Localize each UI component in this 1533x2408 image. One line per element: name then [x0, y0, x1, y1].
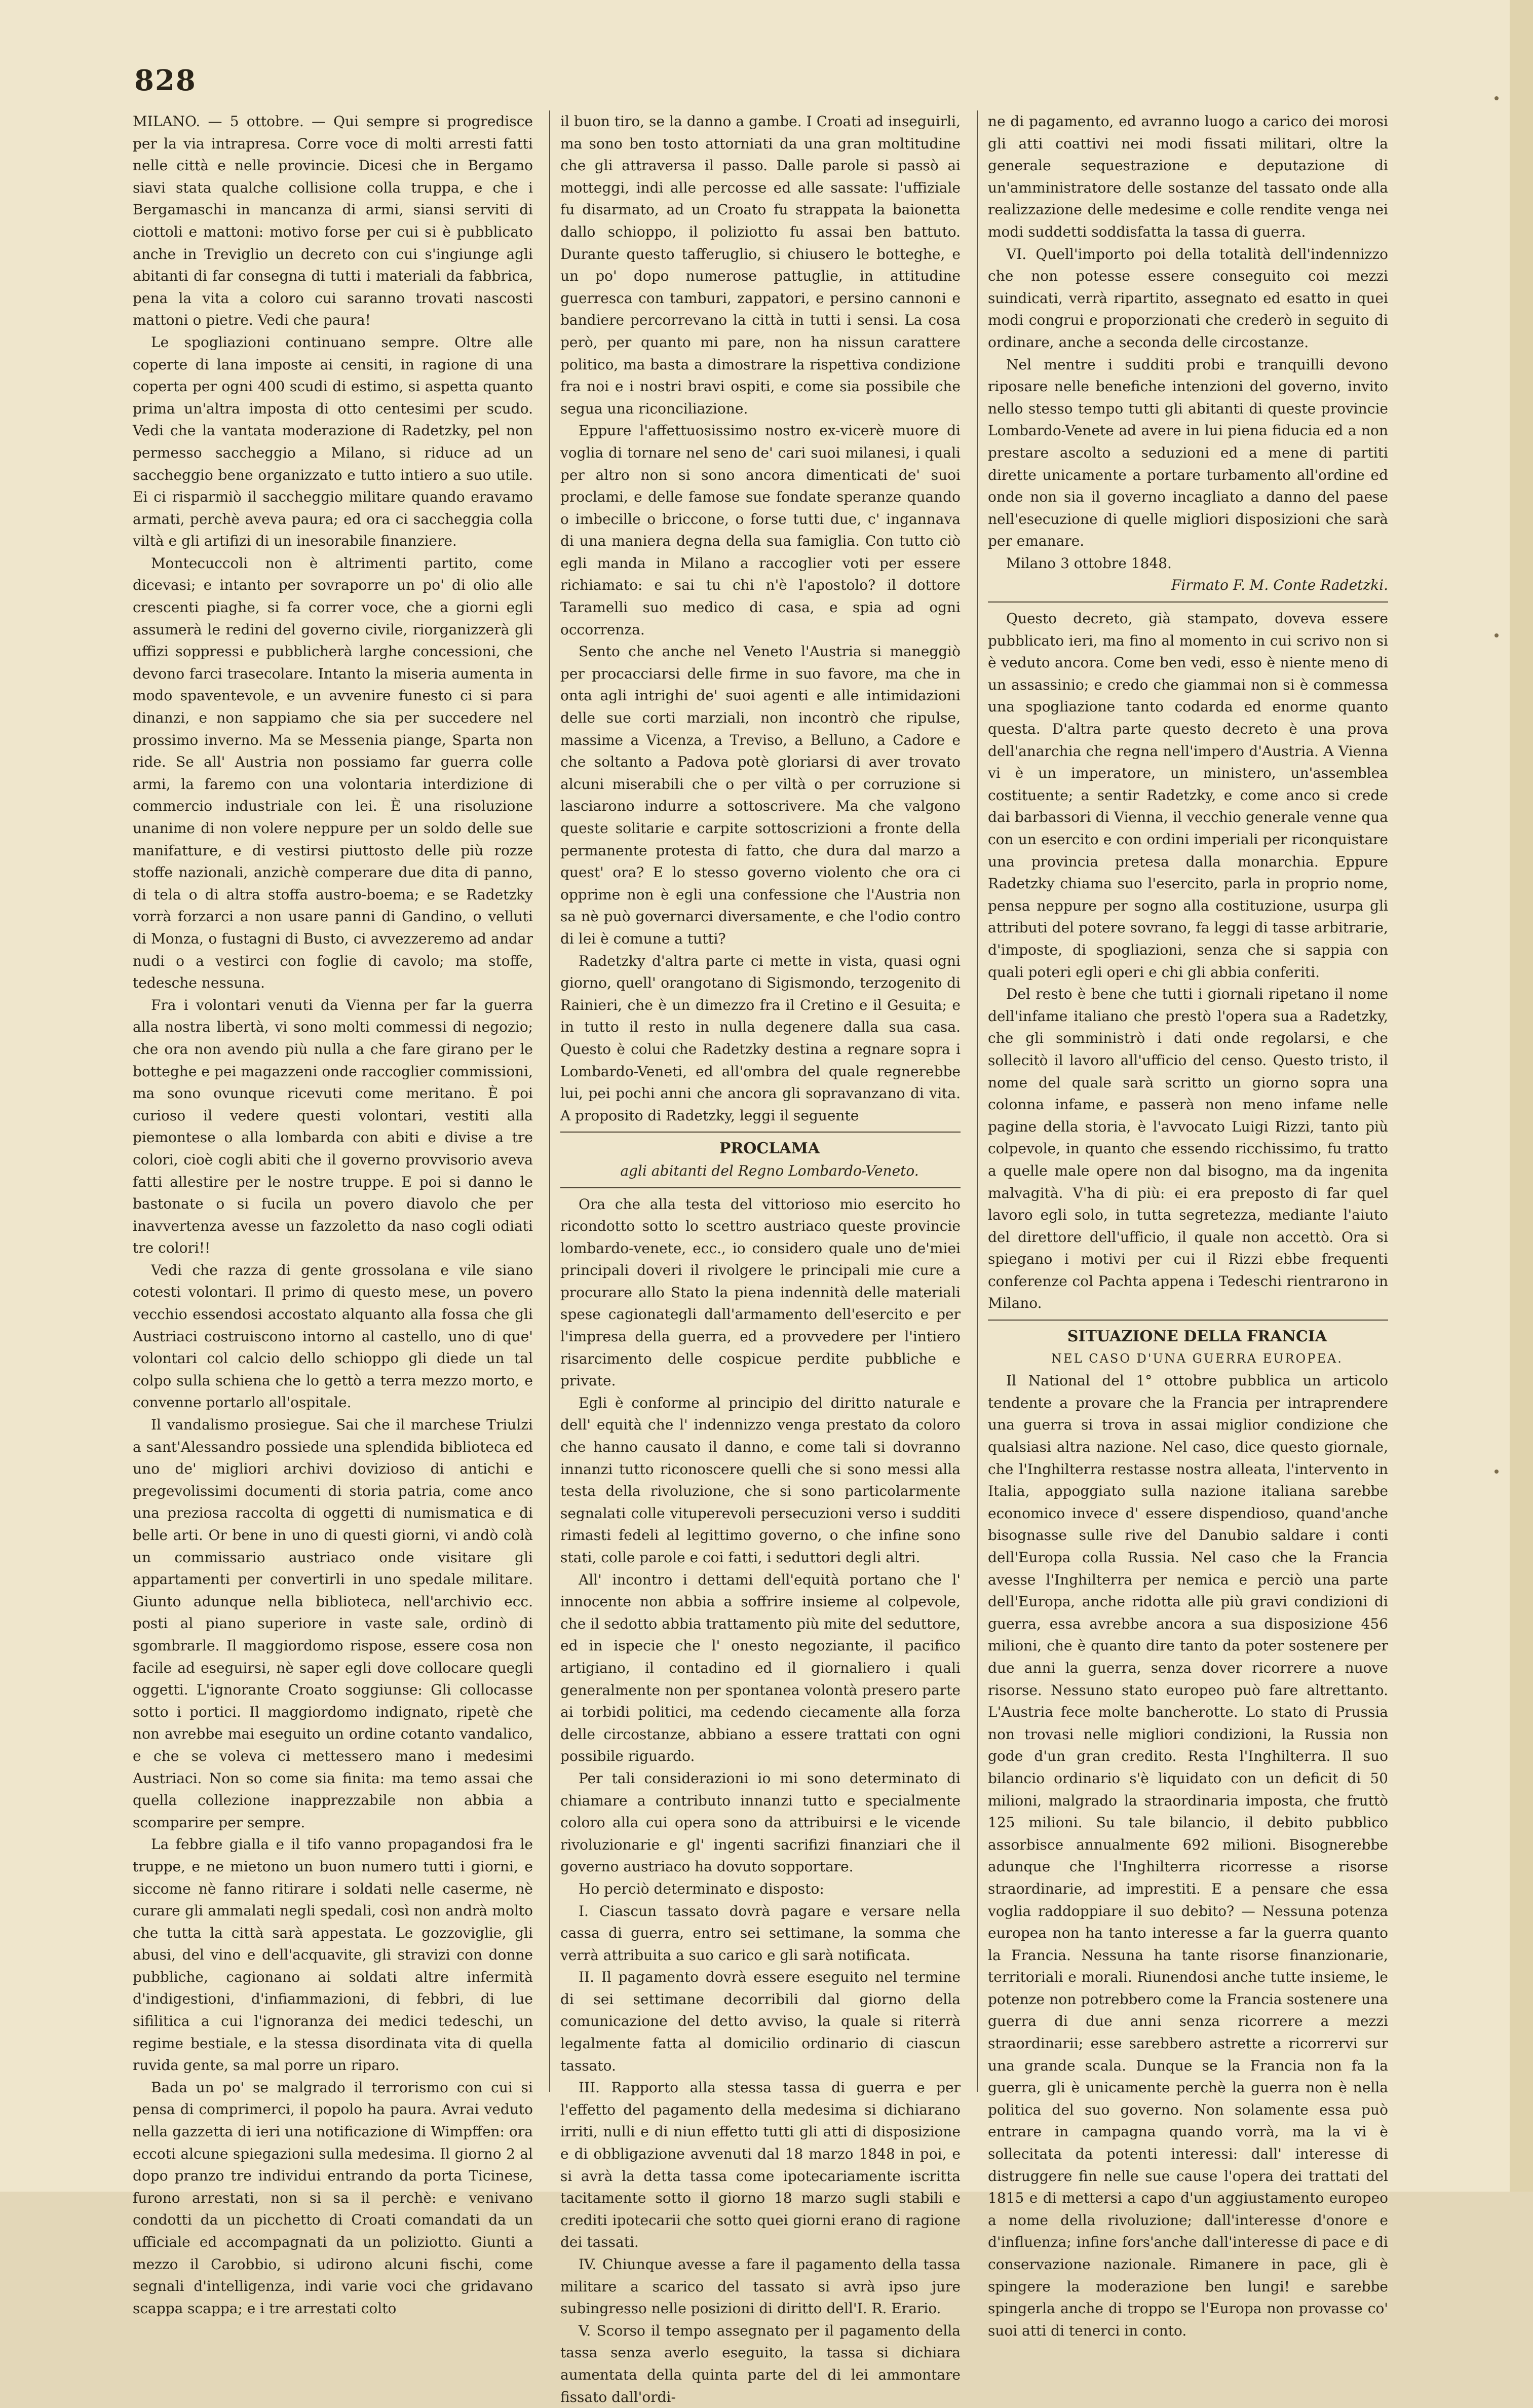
paragraph: La febbre gialla e il tifo vanno propagandosi fra le truppe, e ne mietono un buon numero tutti i giorni, e siccome nè fanno ritirare i soldati nelle caserme, nè curare gli ammalati negli spedali, così non andrà molto che tutta la città sarà appestata. Le gozzoviglie, gli abusi, del vino e dell'acquavite, gli stravizi con donne pubbliche, cagionano ai soldati altre infermità d'indigestioni, d'infiammazioni, di febbri, di lue sifilitica a cui l'ignoranza dei medici tedeschi, un regime bestiale, e la stessa disordinata vita di quella ruvida gente, sa mal porre un riparo.	[133, 1836, 533, 2074]
proclama-subtitle: agli abitanti del Regno Lombardo-Veneto.	[620, 1162, 919, 1179]
paragraph: Il National del 1° ottobre pubblica un articolo tendente a provare che la Francia per intraprendere una guerra si trova in assai miglior condizione che qualsiasi altra nazione. Nel caso, dice questo giornale, che l'Inghilterra restasse nostra alleata, l'intervento in Italia, appoggiato sulla nazione italiana sarebbe economico invece d' essere dispendioso, quand'anche bisognasse sulle rive del Danubio saldare i conti dell'Europa colla Russia. Nel caso che la Francia avesse l'Inghilterra per nemica e perciò una parte dell'Europa, anche ridotta alle più gravi condizioni di guerra, essa avrebbe ancora a sua disposizione 456 milioni, che è quanto dire tanto da poter sostenere per due anni la guerra, senza dover ricorrere a nuove risorse. Nessuno stato europeo può fare altrettanto. L'Austria fece molte bancherotte. Lo stato di Prussia non trovasi nelle migliori condizioni, la Russia non gode d'un gran credito. Resta l'Inghilterra. Il suo bilancio ordinario s'è liquidato con un deficit di 50 milioni, malgrado la straordinaria imposta, che fruttò 125 milioni. Su tale bilancio, il debito pubblico assorbisce annualmente 692 milioni. Bisognerebbe adunque che l'Inghilterra ricorresse a risorse straordinarie, ad imprestiti. E a pensare che essa voglia raddoppiare il suo debito? — Nessuna potenza europea non ha tanto interesse a far la guerra quanto la Francia. Nessuna ha tante risorse finanzionarie, territoriali e morali. Riunendosi anche tutte insieme, le potenze non potrebbero come la Francia sostenere una guerra di due anni senza ricorrere a mezzi straordinarii; esse sarebbero astrette a ricorrervi sur una grande scala. Dunque se la Francia non fa la guerra, gli è unicamente perchè la guerra non è nella politica del suo governo. Non solamente essa può entrare in campagna quando vorrà, ma la vi è sollecitata da potenti interessi: dall' interesse di distruggere fin nelle sue cause l'opera dei trattati del 1815 e di mettersi a capo d'un aggiustamento europeo a nome della rivoluzione; dall'interesse d'onore e d'influenza; infine fors'anche dall'interesse di pace e di conservazione nazionale. Rimanere in pace, gli è spingere la moderazione ben lungi! e sarebbe spingerla anche di troppo se l'Europa non provasse co' suoi atti di tenerci in conto.	[988, 1372, 1388, 2339]
section-subtitle: NEL CASO D'UNA GUERRA EUROPEA.	[1051, 1351, 1343, 1366]
paragraph: Sento che anche nel Veneto l'Austria si maneggiò per procacciarsi delle firme in suo favore, ma che in onta agli intrighi de' suoi agenti e alle intimidazioni delle sue corti marziali, non incontrò che ripulse, massime a Vicenza, a Treviso, a Belluno, a Cadore e che soltanto a Padova potè gloriarsi di aver trovato alcuni miserabili che o per viltà o per corruzione si lasciarono indurre a sottoscrivere. Ma che valgono queste solitarie e carpite sottoscrizioni a fronte della permanente protesta di fatto, che dura dal marzo a quest' ora? E lo stesso governo violento che ora ci opprime non è egli una confessione che l'Austria non sa nè può governarci diversamente, e che l'odio contro di lei è comune a tutti?	[560, 643, 961, 947]
paragraph: Fra i volontari venuti da Vienna per far la guerra alla nostra libertà, vi sono molti commessi di negozio; che ora non avendo più nulla a che fare girano per le botteghe e pei magazzeni onde raccoglier commissioni, ma sono ovunque ricevuti come meritano. È poi curioso il vedere questi volontari, vestiti alla piemontese o alla lombarda con abiti e divise a tre colori, cioè cogli abiti che il governo provvisorio aveva fatti allestire per le nostre truppe. E poi si danno le bastonate o si fucila un povero diavolo che per inavvertenza avesse un fazzoletto da naso cogli odiati tre colori!!	[133, 996, 533, 1257]
signature: Firmato F. M. Conte Radetzki.	[1171, 577, 1388, 594]
paragraph: I. Ciascun tassato dovrà pagare e versare nella cassa di guerra, entro sei settimane, la somma che verrà attribuita a suo carico e gli sarà notificata.	[560, 1902, 961, 1964]
paragraph: Eppure l'affettuosissimo nostro ex-vicerè muore di voglia di tornare nel seno de' cari suoi milanesi, i quali per altro non si sono ancora dimenticati de' suoi proclami, e delle famose sue fondate speranze quando o imbecille o briccone, o forse tutti due, c' ingannava di una maniera degna della sua famiglia. Con tutto ciò egli manda in Milano a raccoglier voti per essere richiamato: e sai tu chi n'è l'apostolo? il dottore Taramelli suo medico di casa, e spia ad ogni occorrenza.	[560, 422, 961, 638]
paragraph: Vedi che razza di gente grossolana e vile siano cotesti volontari. Il primo di questo mese, un povero vecchio essendosi accostato alquanto alla fossa che gli Austriaci costruiscono intorno al castello, uno di que' volontari col calcio dello schioppo gli diede un tal colpo sulla schiena che lo gettò a terra mezzo morto, e convenne portarlo all'ospitale.	[133, 1261, 533, 1411]
punch-hole	[1494, 1470, 1499, 1474]
section-divider	[560, 1187, 961, 1188]
paragraph: IV. Chiunque avesse a fare il pagamento della tassa militare a scarico del tassato si avrà ipso jure subingresso nelle posizioni di diritto dell'I. R. Erario.	[560, 2256, 961, 2317]
punch-hole	[1494, 633, 1499, 637]
paragraph: Questo decreto, già stampato, doveva essere pubblicato ieri, ma fino al momento in cui scrivo non si è veduto ancora. Come ben vedi, esso è niente meno di un assassinio; e credo che giammai non si è commessa una spogliazione tanto codarda ed enorme quanto questa. D'altra parte questo decreto è una prova dell'anarchia che regna nell'impero d'Austria. A Vienna vi è un imperatore, un ministero, un'assemblea costituente; a sentir Radetzky, e come anco si crede dai barbassori di Vienna, il vecchio generale venne qua con un esercito e con ordini imperiali per riconquistare una provincia pretesa dalla monarchia. Eppure Radetzky chiama suo l'esercito, parla in proprio nome, pensa neppure per sogno alla costituzione, usurpa gli attributi del potere sovrano, fa leggi di tasse arbitrarie, d'imposte, di spogliazioni, senza che si sappia con quali poteri egli operi e chi gli abbia conferiti.	[988, 610, 1388, 981]
column-2	[560, 110, 961, 2408]
section-divider	[988, 601, 1388, 603]
paragraph: III. Rapporto alla stessa tassa di guerra e per l'effetto del pagamento della medesima si dichiarano irriti, nulli e di niun effetto tutti gli atti di disposizione e di obbligazione avvenuti dal 18 marzo 1848 in poi, e si avrà la detta tassa come ipotecariamente iscritta tacitamente sotto il giorno 18 marzo sugli stabili e crediti ipotecarii che sotto quei giorni erano di ragione dei tassati.	[560, 2079, 961, 2251]
paragraph: Montecuccoli non è altrimenti partito, come dicevasi; e intanto per sovraporre un po' di olio alle crescenti piaghe, si fa correr voce, che a giorni egli assumerà le redini del governo civile, riorganizzerà gli uffizi soppressi e pubblicherà larghe concessioni, che devono farci trasecolare. Intanto la miseria aumenta in modo spaventevole, e un avvenire funesto ci si para dinanzi, e non sappiamo che sia per succedere nel prossimo inverno. Ma se Messenia piange, Sparta non ride. Se all' Austria non possiamo far guerra colle armi, la faremo con una volontaria interdizione di commercio industriale con lei. È una risoluzione unanime di non volere neppure per un soldo delle sue manifatture, e di vestirsi piuttosto delle più rozze stoffe nazionali, anzichè comperare due dita di panno, di tela o di altra stoffa austro-boema; e se Radetzky vorrà forzarci a non usare panni di Gandino, o velluti di Monza, o fustagni di Busto, ci avvezzeremo ad andar nudi o a vestirci con foglie di cavolo; ma stoffe, tedesche nessuna.	[133, 554, 533, 992]
paragraph: Egli è conforme al principio del diritto naturale e dell' equità che l' indennizzo venga prestato da coloro che hanno causato il danno, e come tali si dovranno innanzi tutto riconoscere quelli che si sono messi alla testa della rivoluzione, che si sono particolarmente segnalati colle vituperevoli persecuzioni verso i sudditi rimasti fedeli al legittimo governo, o che infine sono stati, colle parole e coi fatti, i seduttori degli altri.	[560, 1394, 961, 1566]
column-rule	[977, 110, 978, 2092]
paragraph: Nel mentre i sudditi probi e tranquilli devono riposare nelle benefiche intenzioni del governo, invito nello stesso tempo tutti gli abitanti di queste provincie Lombardo-Venete ad avere in lui piena fiducia ed a non prestare ascolto a seduzioni ed a mene di partiti dirette unicamente a portare turbamento all'ordine ed onde non sia il governo incagliato a danno del paese nell'esecuzione di quelle migliori disposizioni che sarà per emanare.	[988, 356, 1388, 550]
paragraph: V. Scorso il tempo assegnato per il pagamento della tassa senza averlo eseguito, la tassa si dichiara aumentata della quinta parte del di lei ammontare fissato dall'ordi-	[560, 2322, 961, 2405]
paragraph: ne di pagamento, ed avranno luogo a carico dei morosi gli atti coattivi nei modi fissati militari, oltre la generale sequestrazione e deputazione di un'amministratore delle sostanze del tassato onde alla realizzazione delle medesime e colle rendite venga nei modi suddetti soddisfatta la tassa di guerra.	[988, 113, 1388, 240]
paragraph: VI. Quell'importo poi della totalità dell'indennizzo che non potesse essere conseguito coi mezzi suindicati, verrà ripartito, assegnato ed esatto in quei modi congrui e proporzionati che crederò in seguito di ordinare, anche a seconda delle circostanze.	[988, 245, 1388, 351]
paragraph: Radetzky d'altra parte ci mette in vista, quasi ogni giorno, quell' orangotano di Sigismondo, terzogenito di Rainieri, che è un dimezzo fra il Cretino e il Gesuita; e in tutto il resto in nulla degenere dalla sua casa. Questo è colui che Radetzky destina a regnare sopra i Lombardo-Veneti, ed all'ombra del quale regnerebbe lui, pei pochi anni che ancora gli sopravanzano di vita. A proposito di Radetzky, leggi il seguente	[560, 952, 961, 1124]
proclama-title: PROCLAMA	[719, 1140, 820, 1158]
column-1	[133, 110, 533, 2319]
section-divider	[560, 1132, 961, 1133]
paragraph: Bada un po' se malgrado il terrorismo con cui si pensa di comprimerci, il popolo ha paura. Avrai veduto nella gazzetta di ieri una notificazione di Wimpffen: ora eccoti alcune spiegazioni sulla medesima. Il giorno 2 al dopo pranzo tre individui entrando da porta Ticinese, furono arrestati, non si sa il perchè: e venivano condotti da un picchetto di Croati comandati da un ufficiale ed accompagnati da un poliziotto. Giunti a mezzo il Carobbio, si udirono alcuni fischi, come segnali d'intelligenza, indi varie voci che gridavano scappa scappa; e i tre arrestati colto	[133, 2079, 533, 2317]
paragraph: MILANO. — 5 ottobre. — Qui sempre si progredisce per la via intrapresa. Corre voce di molti arresti fatti nelle città e nelle provincie. Dicesi che in Bergamo siavi stata qualche collisione colla truppa, e che i Bergamaschi in mancanza di armi, siansi serviti di ciottoli e mattoni: motivo forse per cui si è pubblicato anche in Treviglio un decreto con cui s'ingiunge agli abitanti di far consegna di tutti i materiali da fabbrica, pena la vita a coloro cui saranno trovati nascosti mattoni o pietre. Vedi che paura!	[133, 113, 533, 329]
column-rule	[549, 110, 550, 2092]
paragraph: Ho perciò determinato e disposto:	[579, 1880, 824, 1897]
paragraph: il buon tiro, se la danno a gambe. I Croati ad inseguirli, ma sono ben tosto attorniati da una gran moltitudine che gli attraversa il passo. Dalle parole si passò ai motteggi, indi alle percosse ed alle sassate: l'uffiziale fu disarmato, ad un Croato fu strappata la baionetta dallo schioppo, il poliziotto fu assai ben battuto. Durante questo tafferuglio, si chiusero le botteghe, e un po' dopo numerose pattuglie, in attitudine guerresca con tamburi, zappatori, e persino cannoni e bandiere percorrevano la città in tutti i sensi. La cosa però, per quanto mi pare, non ha nissun carattere politico, ma basta a dimostrare la rispettiva condizione fra noi e i nostri bravi ospiti, e come sia possibile che segua una riconciliazione.	[560, 113, 961, 417]
date-line: Milano 3 ottobre 1848.	[1006, 554, 1172, 572]
section-divider	[988, 1320, 1388, 1321]
column-3	[988, 110, 1388, 2342]
page-number: 828	[134, 64, 197, 97]
section-title: SITUAZIONE DELLA FRANCIA	[1067, 1328, 1327, 1346]
paragraph: Le spogliazioni continuano sempre. Oltre alle coperte di lana imposte ai censiti, in ragione di una coperta per ogni 400 scudi di estimo, si aspetta quanto prima un'altra imposta di otto centesimi per scudo. Vedi che la vantata moderazione di Radetzky, pel non permesso saccheggio a Milano, si riduce ad un saccheggio bene organizzato e tutto intiero a suo utile. Ei ci risparmiò il saccheggio militare quando eravamo armati, perchè aveva paura; ed ora ci saccheggia colla viltà e gli artifizi di un inesorabile finanziere.	[133, 333, 533, 550]
paragraph: Del resto è bene che tutti i giornali ripetano il nome dell'infame italiano che prestò l'opera sua a Radetzky, che gli somministrò i dati onde regolarsi, e che sollecitò il lavoro all'ufficio del censo. Questo tristo, il nome del quale sarà scritto un giorno sopra una colonna infame, e passerà non meno infame nelle pagine della storia, è l'avvocato Luigi Rizzi, tanto più colpevole, in quanto che essendo ricchissimo, fu tratto a quelle male opere non dal bisogno, ma da ingenita malvagità. V'ha di più: ei era preposto di far quel lavoro egli solo, in tutta segretezza, mediante l'aiuto del direttore dell'ufficio, il quale non accettò. Ora si spiegano i motivi per cui il Rizzi ebbe frequenti conferenze col Pachta appena i Tedeschi rientrarono in Milano.	[988, 986, 1388, 1312]
paragraph: Il vandalismo prosiegue. Sai che il marchese Triulzi a sant'Alessandro possiede una splendida biblioteca ed uno de' migliori archivi dovizioso di antichi e pregevolissimi documenti di storia patria, come anco una preziosa raccolta di oggetti di numismatica e di belle arti. Or bene in uno di questi giorni, vi andò colà un commissario austriaco onde visitare gli appartamenti per convertirli in uno spedale militare. Giunto adunque nella biblioteca, nell'archivio ecc. posti al piano superiore in vaste sale, ordinò di sgombrarle. Il maggiordomo rispose, essere cosa non facile ad eseguirsi, nè saper egli dove collocare quegli oggetti. L'ignorante Croato soggiunse: Gli collocasse sotto i portici. Il maggiordomo indignato, ripetè che non avrebbe mai eseguito un ordine cotanto vandalico, e che se voleva ci mettessero mano i medesimi Austriaci. Non so come sia finita: ma temo assai che quella collezione inapprezzabile non abbia a scomparire per sempre.	[133, 1416, 533, 1831]
paragraph: II. Il pagamento dovrà essere eseguito nel termine di sei settimane decorribili dal giorno della comunicazione del detto avviso, la quale si riterrà legalmente fatta al domicilio ordinario di ciascun tassato.	[560, 1969, 961, 2074]
paragraph: Per tali considerazioni io mi sono determinato di chiamare a contributo innanzi tutto e specialmente coloro alla cui opera sono da attribuirsi e le vicende rivoluzionarie e gl' ingenti sacrifizi finanziari che il governo austriaco ha dovuto sopportare.	[560, 1770, 961, 1875]
paragraph: All' incontro i dettami dell'equità portano che l' innocente non abbia a soffrire insieme al colpevole, che il sedotto abbia trattamento più mite del seduttore, ed in ispecie che l' onesto negoziante, il pacifico artigiano, il contadino ed il giornaliero i quali generalmente non per spontanea volontà presero parte ai torbidi politici, ma cedendo ciecamente alla forza delle circostanze, abbiano a essere trattati con ogni possibile riguardo.	[560, 1571, 961, 1765]
paragraph: Ora che alla testa del vittorioso mio esercito ho ricondotto sotto lo scettro austriaco queste provincie lombardo-venete, ecc., io considero quale uno de'miei principali doveri il rivolgere le principali mie cure a procurare allo Stato la piena indennità delle materiali spese cagionategli dall'armamento dell'esercito e per l'impresa della guerra, ed a provvedere per l'intiero risarcimento delle cospicue perdite pubbliche e private.	[560, 1195, 961, 1389]
punch-hole	[1494, 96, 1499, 100]
